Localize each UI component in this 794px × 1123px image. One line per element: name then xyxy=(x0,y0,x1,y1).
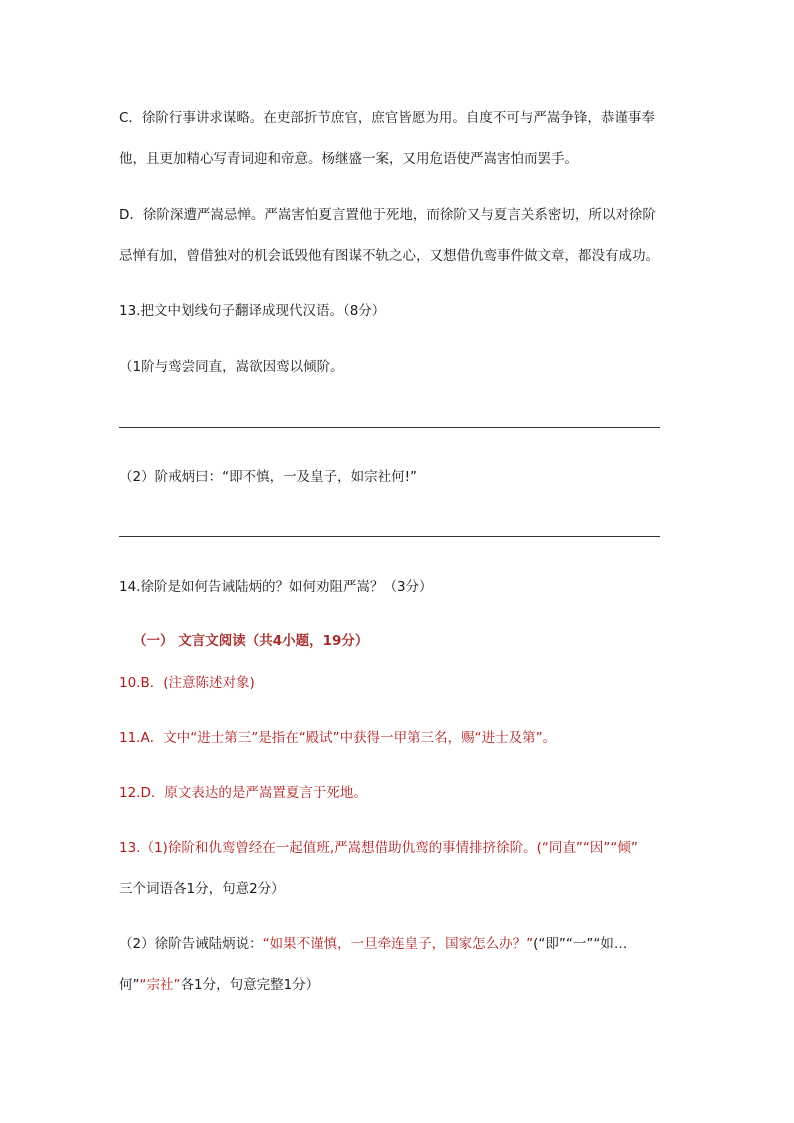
option-d-line-2: 忌惮有加，曾借独对的机会诋毁他有图谋不轨之心，又想借仇鸾事件做文章，都没有成功。 xyxy=(119,248,659,264)
answer-blank-line-1 xyxy=(119,427,660,428)
answer-12: 12.D．原文表达的是严嵩置夏言于死地。 xyxy=(119,785,367,801)
question-13-part-1: （1阶与鸾尝同直，嵩欲因鸾以倾阶。 xyxy=(119,359,344,375)
answer-13-part-2 xyxy=(119,934,627,954)
answer-13-part-1: 13.（1)徐阶和仇鸾曾经在一起值班,严嵩想借助仇鸾的事情排挤徐阶。(“同直”“因”“倾” xyxy=(119,840,638,856)
answer-13-part-2-scoring-cont xyxy=(119,975,319,995)
option-c-line-2: 他，且更加精心写青词迎和帝意。杨继盛一案，又用危语使严嵩害怕而罢手。 xyxy=(119,151,578,167)
option-d-line-1: D．徐阶深遭严嵩忌惮。严嵩害怕夏言置他于死地，而徐阶又与夏言关系密切，所以对徐阶 xyxy=(119,207,656,223)
question-13: 13.把文中划线句子翻译成现代汉语。（8分） xyxy=(119,303,386,319)
option-c-line-1: C．徐阶行事讲求谋略。在吏部折节庶官，庶官皆愿为用。自度不可与严嵩争锋，恭谨事奉 xyxy=(119,110,655,126)
scoring-rest: 各1分，句意完整1分） xyxy=(180,977,320,993)
answer-blank-line-2 xyxy=(119,536,660,537)
answer-13-part-1-scoring: 三个词语各1分，句意2分） xyxy=(119,881,285,897)
scoring-term-zongshe: “宗社” xyxy=(139,977,181,993)
question-14: 14.徐阶是如何告诫陆炳的？如何劝阻严嵩？（3分） xyxy=(119,579,433,595)
answer-10: 10.B．(注意陈述对象) xyxy=(119,675,255,691)
section-heading: （一） 文言文阅读（共4小题，19分） xyxy=(133,633,369,649)
answer-13-part-2-scoring: (“即”“一”“如… xyxy=(533,936,628,952)
answer-13-part-2-translation: “如果不谨慎，一旦牵连皇子，国家怎么办？” xyxy=(262,936,534,952)
scoring-term-he: 何” xyxy=(119,977,140,993)
question-13-part-2: （2）阶戒炳曰：“即不慎，一及皇子，如宗社何!” xyxy=(119,469,417,485)
answer-11: 11.A．文中“进士第三”是指在“殿试”中获得一甲第三名，赐“进士及第”。 xyxy=(119,730,557,746)
answer-13-part-2-intro: （2）徐阶告诫陆炳说： xyxy=(119,936,263,952)
